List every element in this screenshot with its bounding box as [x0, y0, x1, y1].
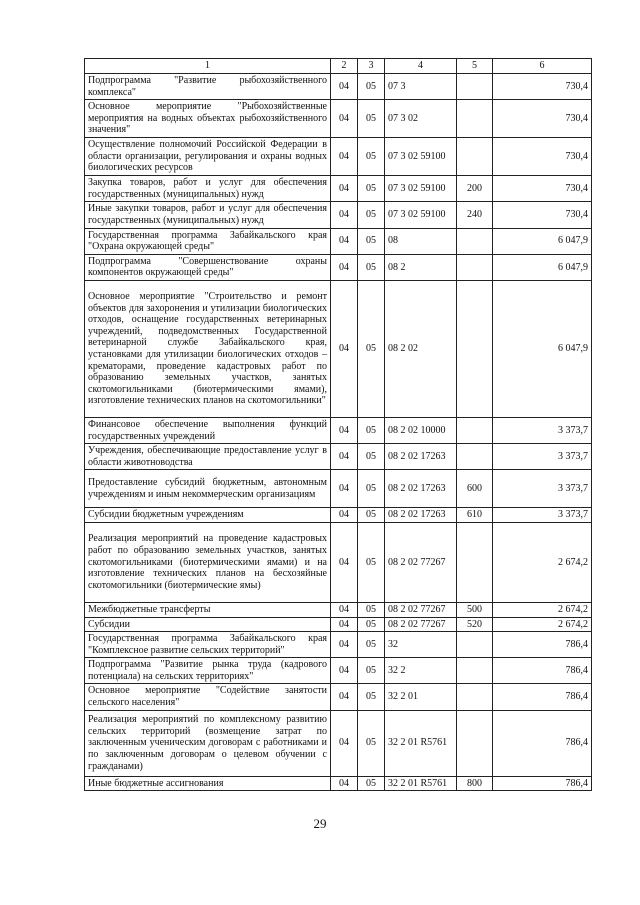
row-section: 04 [331, 74, 358, 100]
row-expense-type [457, 632, 493, 658]
row-section: 04 [331, 776, 358, 791]
row-section: 04 [331, 470, 358, 508]
header-col-5: 5 [457, 59, 493, 74]
table-header [85, 59, 592, 74]
row-expense-type [457, 444, 493, 470]
row-target-article: 08 2 02 17263 [385, 508, 457, 523]
table-row [85, 254, 592, 280]
row-target-article: 08 2 [385, 254, 457, 280]
row-expense-type [457, 684, 493, 710]
row-section: 04 [331, 100, 358, 138]
header-col-6: 6 [493, 59, 592, 74]
row-name: Основное мероприятие "Строительство и ремонт объектов для захоронения и утилизации биологических отходов, оснащение государственных ветеринарных учреждений, подведомственных Государственной ветеринарной службе Забайкальского края, установками для утилизации биологических отходов – крематорами, проведение кадастровых работ по образованию земельных участков, занятых скотомогильниками (биотермическими ямами), изготовление технических планов на скотомогильники" [85, 280, 331, 417]
row-target-article: 08 [385, 228, 457, 254]
row-section: 04 [331, 254, 358, 280]
table-row [85, 74, 592, 100]
row-name: Реализация мероприятий по комплексному развитию сельских территорий (возмещение затрат по заключенным ученическим договорам с работниками и по заключенным договорам о целевом обучении с гражданами) [85, 710, 331, 776]
row-amount: 786,4 [493, 710, 592, 776]
row-expense-type [457, 254, 493, 280]
row-name: Государственная программа Забайкальского края "Охрана окружающей среды" [85, 228, 331, 254]
row-target-article: 32 [385, 632, 457, 658]
row-subsection: 05 [358, 658, 385, 684]
row-amount: 2 674,2 [493, 602, 592, 617]
row-subsection: 05 [358, 228, 385, 254]
row-section: 04 [331, 202, 358, 228]
row-target-article: 08 2 02 [385, 280, 457, 417]
row-amount: 786,4 [493, 684, 592, 710]
row-target-article: 08 2 02 77267 [385, 617, 457, 632]
row-amount: 730,4 [493, 74, 592, 100]
row-section: 04 [331, 417, 358, 443]
row-amount: 6 047,9 [493, 280, 592, 417]
row-expense-type [457, 74, 493, 100]
row-expense-type: 610 [457, 508, 493, 523]
row-name: Иные бюджетные ассигнования [85, 776, 331, 791]
row-subsection: 05 [358, 280, 385, 417]
row-expense-type: 520 [457, 617, 493, 632]
table-row [85, 776, 592, 791]
row-name: Закупка товаров, работ и услуг для обеспечения государственных (муниципальных) нужд [85, 176, 331, 202]
row-section: 04 [331, 632, 358, 658]
row-name: Предоставление субсидий бюджетным, автономным учреждениям и иным некоммерческим организациям [85, 470, 331, 508]
header-col-4: 4 [385, 59, 457, 74]
table-row [85, 417, 592, 443]
row-section: 04 [331, 522, 358, 602]
table-row [85, 658, 592, 684]
row-amount: 3 373,7 [493, 444, 592, 470]
row-target-article: 07 3 [385, 74, 457, 100]
row-target-article: 07 3 02 59100 [385, 138, 457, 176]
row-target-article: 08 2 02 17263 [385, 470, 457, 508]
row-amount: 786,4 [493, 632, 592, 658]
row-name: Учреждения, обеспечивающие предоставление услуг в области животноводства [85, 444, 331, 470]
row-amount: 6 047,9 [493, 228, 592, 254]
row-expense-type [457, 138, 493, 176]
table-row [85, 508, 592, 523]
row-name: Государственная программа Забайкальского края "Комплексное развитие сельских территорий" [85, 632, 331, 658]
row-name: Реализация мероприятий на проведение кадастровых работ по образованию земельных участков, занятых скотомогильниками (биотермическими ямами) и на изготовление технических планов на бесхозяйные скотомогильники (биотермические ямы) [85, 522, 331, 602]
row-amount: 3 373,7 [493, 417, 592, 443]
row-target-article: 32 2 01 R5761 [385, 710, 457, 776]
row-expense-type: 200 [457, 176, 493, 202]
row-amount: 3 373,7 [493, 508, 592, 523]
row-expense-type: 240 [457, 202, 493, 228]
table-row [85, 617, 592, 632]
table-row [85, 280, 592, 417]
row-section: 04 [331, 684, 358, 710]
table-row [85, 522, 592, 602]
table-row [85, 100, 592, 138]
row-name: Основное мероприятие "Содействие занятости сельского населения" [85, 684, 331, 710]
row-section: 04 [331, 617, 358, 632]
row-section: 04 [331, 602, 358, 617]
row-section: 04 [331, 176, 358, 202]
row-subsection: 05 [358, 138, 385, 176]
page-number: 29 [313, 816, 327, 831]
row-name: Подпрограмма "Развитие рыбохозяйственного комплекса" [85, 74, 331, 100]
row-subsection: 05 [358, 617, 385, 632]
row-target-article: 07 3 02 59100 [385, 176, 457, 202]
header-col-2: 2 [331, 59, 358, 74]
table-row [85, 138, 592, 176]
row-subsection: 05 [358, 444, 385, 470]
row-subsection: 05 [358, 100, 385, 138]
row-expense-type [457, 228, 493, 254]
row-amount: 730,4 [493, 202, 592, 228]
table-row [85, 684, 592, 710]
row-subsection: 05 [358, 508, 385, 523]
table-body [85, 74, 592, 791]
row-expense-type [457, 658, 493, 684]
row-target-article: 07 3 02 [385, 100, 457, 138]
row-expense-type [457, 280, 493, 417]
row-amount: 786,4 [493, 776, 592, 791]
row-section: 04 [331, 228, 358, 254]
header-col-3: 3 [358, 59, 385, 74]
row-amount: 730,4 [493, 176, 592, 202]
table-row [85, 228, 592, 254]
row-target-article: 08 2 02 10000 [385, 417, 457, 443]
budget-table [84, 58, 592, 791]
row-subsection: 05 [358, 254, 385, 280]
row-subsection: 05 [358, 684, 385, 710]
row-expense-type: 500 [457, 602, 493, 617]
row-amount: 786,4 [493, 658, 592, 684]
row-section: 04 [331, 710, 358, 776]
row-expense-type [457, 710, 493, 776]
row-target-article: 08 2 02 77267 [385, 522, 457, 602]
row-subsection: 05 [358, 776, 385, 791]
row-target-article: 32 2 [385, 658, 457, 684]
row-name: Финансовое обеспечение выполнения функций государственных учреждений [85, 417, 331, 443]
row-section: 04 [331, 508, 358, 523]
row-target-article: 32 2 01 R5761 [385, 776, 457, 791]
row-target-article: 07 3 02 59100 [385, 202, 457, 228]
row-name: Основное мероприятие "Рыбохозяйственные мероприятия на водных объектах рыбохозяйственного значения" [85, 100, 331, 138]
row-amount: 6 047,9 [493, 254, 592, 280]
row-amount: 3 373,7 [493, 470, 592, 508]
row-target-article: 08 2 02 77267 [385, 602, 457, 617]
row-subsection: 05 [358, 176, 385, 202]
row-amount: 730,4 [493, 138, 592, 176]
table-row [85, 632, 592, 658]
row-expense-type [457, 522, 493, 602]
table-row [85, 470, 592, 508]
header-col-1: 1 [85, 59, 331, 74]
row-subsection: 05 [358, 74, 385, 100]
row-subsection: 05 [358, 417, 385, 443]
row-name: Межбюджетные трансферты [85, 602, 331, 617]
row-target-article: 32 2 01 [385, 684, 457, 710]
row-amount: 2 674,2 [493, 617, 592, 632]
row-name: Субсидии бюджетным учреждениям [85, 508, 331, 523]
row-expense-type [457, 100, 493, 138]
row-subsection: 05 [358, 602, 385, 617]
table-row [85, 176, 592, 202]
row-name: Субсидии [85, 617, 331, 632]
row-amount: 730,4 [493, 100, 592, 138]
row-name: Иные закупки товаров, работ и услуг для обеспечения государственных (муниципальных) нужд [85, 202, 331, 228]
row-subsection: 05 [358, 632, 385, 658]
row-subsection: 05 [358, 710, 385, 776]
row-section: 04 [331, 138, 358, 176]
row-subsection: 05 [358, 202, 385, 228]
row-subsection: 05 [358, 522, 385, 602]
row-amount: 2 674,2 [493, 522, 592, 602]
row-expense-type [457, 417, 493, 443]
table-row [85, 602, 592, 617]
row-name: Подпрограмма "Совершенствование охраны компонентов окружающей среды" [85, 254, 331, 280]
row-section: 04 [331, 444, 358, 470]
row-name: Осуществление полномочий Российской Федерации в области организации, регулирования и охраны водных биологических ресурсов [85, 138, 331, 176]
row-expense-type: 600 [457, 470, 493, 508]
row-expense-type: 800 [457, 776, 493, 791]
row-name: Подпрограмма "Развитие рынка труда (кадрового потенциала) на сельских территориях" [85, 658, 331, 684]
row-subsection: 05 [358, 470, 385, 508]
row-section: 04 [331, 280, 358, 417]
table-row [85, 710, 592, 776]
table-row [85, 202, 592, 228]
table-row [85, 444, 592, 470]
row-section: 04 [331, 658, 358, 684]
row-target-article: 08 2 02 17263 [385, 444, 457, 470]
